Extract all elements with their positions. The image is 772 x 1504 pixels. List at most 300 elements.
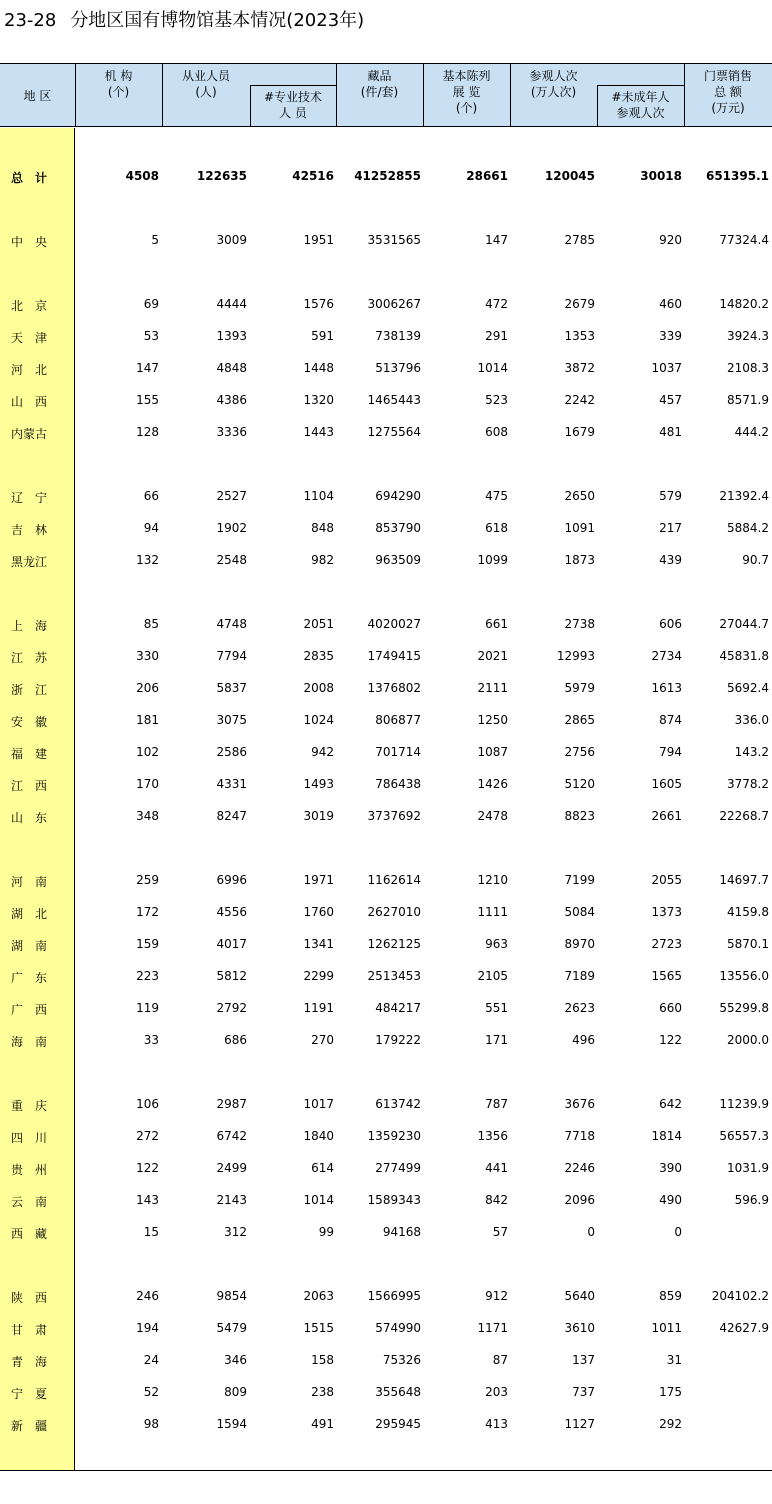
cell-exhibitions: 661 xyxy=(485,617,508,631)
cell-institutions: 147 xyxy=(136,361,159,375)
cell-exhibitions: 1250 xyxy=(477,713,508,727)
cell-collections: 701714 xyxy=(375,745,421,759)
cell-minor-visitors: 490 xyxy=(659,1193,682,1207)
cell-visitors: 2246 xyxy=(564,1161,595,1175)
cell-institutions: 85 xyxy=(143,617,159,631)
cell-collections: 3531565 xyxy=(367,233,421,247)
cell-visitors: 2096 xyxy=(564,1193,595,1207)
cell-minor-visitors: 390 xyxy=(659,1161,682,1175)
cell-collections: 2513453 xyxy=(367,969,421,983)
cell-institutions: 66 xyxy=(143,489,159,503)
cell-professional: 3019 xyxy=(303,809,334,823)
region-name: 吉 林 xyxy=(11,523,48,537)
cell-collections: 513796 xyxy=(375,361,421,375)
cell-ticket-sales: 13556.0 xyxy=(719,969,769,983)
cell-minor-visitors: 439 xyxy=(659,553,682,567)
table-row xyxy=(0,807,772,827)
cell-institutions: 259 xyxy=(136,873,159,887)
table-row xyxy=(0,327,772,347)
cell-ticket-sales: 143.2 xyxy=(734,745,769,759)
cell-exhibitions: 1087 xyxy=(477,745,508,759)
cell-visitors: 8823 xyxy=(564,809,595,823)
cell-professional: 42516 xyxy=(292,169,334,183)
cell-collections: 806877 xyxy=(375,713,421,727)
cell-visitors: 5084 xyxy=(564,905,595,919)
cell-exhibitions: 963 xyxy=(485,937,508,951)
table-row xyxy=(0,1127,772,1147)
cell-minor-visitors: 874 xyxy=(659,713,682,727)
header-employees: 从业人员 (人) xyxy=(181,69,230,99)
header-collections: 藏品 (件/套) xyxy=(360,69,399,99)
cell-visitors: 7189 xyxy=(564,969,595,983)
region-name: 总 计 xyxy=(11,171,48,185)
cell-professional: 1024 xyxy=(303,713,334,727)
table-row xyxy=(0,1351,772,1371)
table-row xyxy=(0,391,772,411)
cell-exhibitions: 842 xyxy=(485,1193,508,1207)
region-name: 浙 江 xyxy=(11,683,48,697)
cell-professional: 238 xyxy=(311,1385,334,1399)
cell-collections: 1566995 xyxy=(367,1289,421,1303)
table-row xyxy=(0,743,772,763)
cell-employees: 346 xyxy=(224,1353,247,1367)
cell-employees: 4444 xyxy=(216,297,247,311)
table-row xyxy=(0,903,772,923)
table-row xyxy=(0,551,772,571)
table-row xyxy=(0,1191,772,1211)
cell-visitors: 3676 xyxy=(564,1097,595,1111)
table-row xyxy=(0,1095,772,1115)
cell-ticket-sales: 90.7 xyxy=(742,553,769,567)
cell-minor-visitors: 1011 xyxy=(651,1321,682,1335)
cell-professional: 1951 xyxy=(303,233,334,247)
region-name: 陕 西 xyxy=(11,1291,48,1305)
cell-ticket-sales: 204102.2 xyxy=(711,1289,769,1303)
cell-exhibitions: 413 xyxy=(485,1417,508,1431)
cell-institutions: 5 xyxy=(151,233,159,247)
cell-employees: 4748 xyxy=(216,617,247,631)
cell-minor-visitors: 31 xyxy=(666,1353,682,1367)
cell-visitors: 2785 xyxy=(564,233,595,247)
cell-exhibitions: 1426 xyxy=(477,777,508,791)
region-name: 广 东 xyxy=(11,971,48,985)
cell-ticket-sales: 77324.4 xyxy=(719,233,769,247)
cell-collections: 355648 xyxy=(375,1385,421,1399)
table-title: 分地区国有博物馆基本情况(2023年) xyxy=(70,10,365,31)
cell-exhibitions: 1356 xyxy=(477,1129,508,1143)
cell-collections: 574990 xyxy=(375,1321,421,1335)
cell-ticket-sales: 5870.1 xyxy=(727,937,769,951)
cell-visitors: 2242 xyxy=(564,393,595,407)
region-name: 河 南 xyxy=(11,875,48,889)
cell-employees: 1594 xyxy=(216,1417,247,1431)
cell-institutions: 15 xyxy=(143,1225,159,1239)
cell-visitors: 1091 xyxy=(564,521,595,535)
cell-visitors: 1873 xyxy=(564,553,595,567)
region-name: 青 海 xyxy=(11,1355,48,1369)
header-region: 地 区 xyxy=(23,89,52,103)
cell-exhibitions: 1014 xyxy=(477,361,508,375)
cell-minor-visitors: 579 xyxy=(659,489,682,503)
table-row xyxy=(0,775,772,795)
cell-institutions: 24 xyxy=(143,1353,159,1367)
header-institutions: 机 构 (个) xyxy=(104,69,133,99)
cell-collections: 41252855 xyxy=(354,169,421,183)
cell-minor-visitors: 2055 xyxy=(651,873,682,887)
region-name: 甘 肃 xyxy=(11,1323,48,1337)
table-row xyxy=(0,1031,772,1051)
cell-employees: 1393 xyxy=(216,329,247,343)
cell-employees: 9854 xyxy=(216,1289,247,1303)
cell-exhibitions: 787 xyxy=(485,1097,508,1111)
region-name: 广 西 xyxy=(11,1003,48,1017)
table-row xyxy=(0,679,772,699)
cell-visitors: 5640 xyxy=(564,1289,595,1303)
cell-ticket-sales: 56557.3 xyxy=(719,1129,769,1143)
cell-visitors: 496 xyxy=(572,1033,595,1047)
table-row xyxy=(0,1415,772,1435)
cell-exhibitions: 1171 xyxy=(477,1321,508,1335)
cell-ticket-sales: 8571.9 xyxy=(727,393,769,407)
cell-visitors: 1679 xyxy=(564,425,595,439)
table-row xyxy=(0,647,772,667)
header-visitors: 参观人次 (万人次) xyxy=(529,69,578,99)
cell-exhibitions: 57 xyxy=(492,1225,508,1239)
cell-minor-visitors: 2734 xyxy=(651,649,682,663)
region-name: 云 南 xyxy=(11,1195,48,1209)
cell-professional: 1760 xyxy=(303,905,334,919)
cell-collections: 1589343 xyxy=(367,1193,421,1207)
table-header xyxy=(0,63,772,127)
cell-visitors: 2679 xyxy=(564,297,595,311)
cell-collections: 4020027 xyxy=(367,617,421,631)
cell-collections: 1275564 xyxy=(367,425,421,439)
cell-minor-visitors: 460 xyxy=(659,297,682,311)
cell-ticket-sales: 444.2 xyxy=(734,425,769,439)
cell-minor-visitors: 642 xyxy=(659,1097,682,1111)
cell-professional: 982 xyxy=(311,553,334,567)
region-name: 江 西 xyxy=(11,779,48,793)
cell-institutions: 206 xyxy=(136,681,159,695)
cell-employees: 4386 xyxy=(216,393,247,407)
cell-employees: 6742 xyxy=(216,1129,247,1143)
cell-employees: 2586 xyxy=(216,745,247,759)
cell-exhibitions: 28661 xyxy=(466,169,508,183)
cell-employees: 3009 xyxy=(216,233,247,247)
cell-visitors: 120045 xyxy=(544,169,595,183)
cell-visitors: 2650 xyxy=(564,489,595,503)
cell-ticket-sales: 55299.8 xyxy=(719,1001,769,1015)
cell-professional: 1493 xyxy=(303,777,334,791)
region-name: 湖 南 xyxy=(11,939,48,953)
page-title xyxy=(4,6,364,32)
cell-visitors: 12993 xyxy=(556,649,595,663)
cell-professional: 1320 xyxy=(303,393,334,407)
cell-exhibitions: 87 xyxy=(492,1353,508,1367)
cell-institutions: 102 xyxy=(136,745,159,759)
cell-ticket-sales: 5884.2 xyxy=(727,521,769,535)
region-name: 河 北 xyxy=(11,363,48,377)
cell-institutions: 69 xyxy=(143,297,159,311)
cell-ticket-sales: 42627.9 xyxy=(719,1321,769,1335)
cell-exhibitions: 203 xyxy=(485,1385,508,1399)
cell-minor-visitors: 0 xyxy=(674,1225,682,1239)
cell-collections: 3006267 xyxy=(367,297,421,311)
cell-ticket-sales: 3924.3 xyxy=(727,329,769,343)
cell-visitors: 2623 xyxy=(564,1001,595,1015)
cell-employees: 2143 xyxy=(216,1193,247,1207)
cell-ticket-sales: 14697.7 xyxy=(719,873,769,887)
cell-institutions: 348 xyxy=(136,809,159,823)
table-number: 23-28 xyxy=(4,10,57,31)
table-row xyxy=(0,1319,772,1339)
cell-institutions: 181 xyxy=(136,713,159,727)
cell-employees: 4848 xyxy=(216,361,247,375)
cell-collections: 786438 xyxy=(375,777,421,791)
cell-collections: 295945 xyxy=(375,1417,421,1431)
cell-minor-visitors: 2661 xyxy=(651,809,682,823)
cell-employees: 2499 xyxy=(216,1161,247,1175)
cell-minor-visitors: 660 xyxy=(659,1001,682,1015)
cell-professional: 1515 xyxy=(303,1321,334,1335)
cell-visitors: 3872 xyxy=(564,361,595,375)
cell-exhibitions: 1099 xyxy=(477,553,508,567)
cell-collections: 484217 xyxy=(375,1001,421,1015)
table-row xyxy=(0,711,772,731)
cell-professional: 942 xyxy=(311,745,334,759)
cell-institutions: 143 xyxy=(136,1193,159,1207)
cell-ticket-sales: 21392.4 xyxy=(719,489,769,503)
region-name: 西 藏 xyxy=(11,1227,48,1241)
cell-exhibitions: 2105 xyxy=(477,969,508,983)
header-professional: #专业技术 人 员 xyxy=(263,90,323,120)
cell-ticket-sales: 1031.9 xyxy=(727,1161,769,1175)
cell-minor-visitors: 1613 xyxy=(651,681,682,695)
cell-professional: 2008 xyxy=(303,681,334,695)
cell-employees: 809 xyxy=(224,1385,247,1399)
cell-professional: 1341 xyxy=(303,937,334,951)
table-row xyxy=(0,1223,772,1243)
cell-collections: 1359230 xyxy=(367,1129,421,1143)
region-name: 新 疆 xyxy=(11,1419,48,1433)
cell-employees: 312 xyxy=(224,1225,247,1239)
cell-visitors: 5120 xyxy=(564,777,595,791)
cell-employees: 5479 xyxy=(216,1321,247,1335)
cell-institutions: 4508 xyxy=(125,169,159,183)
cell-professional: 1104 xyxy=(303,489,334,503)
table-bottom-border xyxy=(0,1470,772,1471)
cell-collections: 94168 xyxy=(382,1225,421,1239)
region-name: 北 京 xyxy=(11,299,48,313)
cell-collections: 1162614 xyxy=(367,873,421,887)
cell-institutions: 94 xyxy=(143,521,159,535)
cell-minor-visitors: 175 xyxy=(659,1385,682,1399)
cell-collections: 277499 xyxy=(375,1161,421,1175)
table-row xyxy=(0,967,772,987)
cell-minor-visitors: 1565 xyxy=(651,969,682,983)
cell-minor-visitors: 30018 xyxy=(640,169,682,183)
table-row xyxy=(0,1159,772,1179)
cell-exhibitions: 618 xyxy=(485,521,508,535)
cell-ticket-sales: 5692.4 xyxy=(727,681,769,695)
cell-ticket-sales: 3778.2 xyxy=(727,777,769,791)
region-name: 重 庆 xyxy=(11,1099,48,1113)
cell-ticket-sales: 336.0 xyxy=(734,713,769,727)
cell-institutions: 33 xyxy=(143,1033,159,1047)
cell-professional: 848 xyxy=(311,521,334,535)
cell-employees: 2527 xyxy=(216,489,247,503)
cell-minor-visitors: 2723 xyxy=(651,937,682,951)
region-name: 海 南 xyxy=(11,1035,48,1049)
table-row xyxy=(0,519,772,539)
cell-exhibitions: 171 xyxy=(485,1033,508,1047)
cell-institutions: 246 xyxy=(136,1289,159,1303)
region-name: 江 苏 xyxy=(11,651,48,665)
region-name: 四 川 xyxy=(11,1131,48,1145)
cell-ticket-sales: 651395.1 xyxy=(705,169,769,183)
cell-minor-visitors: 606 xyxy=(659,617,682,631)
cell-exhibitions: 2021 xyxy=(477,649,508,663)
table-row xyxy=(0,423,772,443)
cell-institutions: 155 xyxy=(136,393,159,407)
cell-institutions: 98 xyxy=(143,1417,159,1431)
cell-minor-visitors: 859 xyxy=(659,1289,682,1303)
cell-ticket-sales: 2000.0 xyxy=(727,1033,769,1047)
cell-minor-visitors: 217 xyxy=(659,521,682,535)
cell-professional: 1840 xyxy=(303,1129,334,1143)
cell-professional: 1448 xyxy=(303,361,334,375)
cell-minor-visitors: 481 xyxy=(659,425,682,439)
cell-professional: 614 xyxy=(311,1161,334,1175)
cell-collections: 738139 xyxy=(375,329,421,343)
cell-ticket-sales: 596.9 xyxy=(734,1193,769,1207)
table-row xyxy=(0,487,772,507)
cell-exhibitions: 475 xyxy=(485,489,508,503)
cell-visitors: 7718 xyxy=(564,1129,595,1143)
table-row xyxy=(0,1287,772,1307)
cell-collections: 853790 xyxy=(375,521,421,535)
region-name: 山 东 xyxy=(11,811,48,825)
cell-institutions: 53 xyxy=(143,329,159,343)
cell-ticket-sales: 22268.7 xyxy=(719,809,769,823)
cell-visitors: 0 xyxy=(587,1225,595,1239)
cell-professional: 1443 xyxy=(303,425,334,439)
cell-ticket-sales: 27044.7 xyxy=(719,617,769,631)
cell-institutions: 119 xyxy=(136,1001,159,1015)
header-exhibitions: 基本陈列 展 览 (个) xyxy=(442,69,491,115)
cell-exhibitions: 912 xyxy=(485,1289,508,1303)
cell-employees: 3336 xyxy=(216,425,247,439)
region-name: 上 海 xyxy=(11,619,48,633)
cell-visitors: 2738 xyxy=(564,617,595,631)
cell-professional: 491 xyxy=(311,1417,334,1431)
cell-exhibitions: 551 xyxy=(485,1001,508,1015)
cell-minor-visitors: 920 xyxy=(659,233,682,247)
table-row xyxy=(0,295,772,315)
cell-minor-visitors: 122 xyxy=(659,1033,682,1047)
cell-institutions: 128 xyxy=(136,425,159,439)
cell-ticket-sales: 2108.3 xyxy=(727,361,769,375)
cell-ticket-sales: 14820.2 xyxy=(719,297,769,311)
cell-exhibitions: 441 xyxy=(485,1161,508,1175)
cell-exhibitions: 147 xyxy=(485,233,508,247)
region-name: 安 徽 xyxy=(11,715,48,729)
cell-visitors: 1127 xyxy=(564,1417,595,1431)
region-name: 湖 北 xyxy=(11,907,48,921)
cell-visitors: 1353 xyxy=(564,329,595,343)
cell-minor-visitors: 1373 xyxy=(651,905,682,919)
table-row xyxy=(0,615,772,635)
total-row xyxy=(0,167,772,187)
region-name: 宁 夏 xyxy=(11,1387,48,1401)
cell-visitors: 2756 xyxy=(564,745,595,759)
cell-institutions: 194 xyxy=(136,1321,159,1335)
cell-minor-visitors: 1037 xyxy=(651,361,682,375)
cell-collections: 613742 xyxy=(375,1097,421,1111)
cell-collections: 963509 xyxy=(375,553,421,567)
cell-employees: 686 xyxy=(224,1033,247,1047)
cell-collections: 1749415 xyxy=(367,649,421,663)
cell-exhibitions: 2478 xyxy=(477,809,508,823)
cell-collections: 75326 xyxy=(382,1353,421,1367)
cell-exhibitions: 1111 xyxy=(477,905,508,919)
header-divider xyxy=(597,85,684,86)
cell-minor-visitors: 339 xyxy=(659,329,682,343)
region-name: 福 建 xyxy=(11,747,48,761)
cell-minor-visitors: 794 xyxy=(659,745,682,759)
cell-employees: 7794 xyxy=(216,649,247,663)
region-name: 内蒙古 xyxy=(11,427,48,441)
cell-professional: 1017 xyxy=(303,1097,334,1111)
table-row xyxy=(0,1383,772,1403)
cell-visitors: 137 xyxy=(572,1353,595,1367)
region-name: 黑龙江 xyxy=(11,555,48,569)
cell-professional: 2051 xyxy=(303,617,334,631)
cell-exhibitions: 523 xyxy=(485,393,508,407)
cell-institutions: 106 xyxy=(136,1097,159,1111)
cell-institutions: 132 xyxy=(136,553,159,567)
cell-employees: 4331 xyxy=(216,777,247,791)
cell-employees: 5837 xyxy=(216,681,247,695)
header-minor-visitors: #未成年人 参观人次 xyxy=(611,90,670,120)
cell-exhibitions: 1210 xyxy=(477,873,508,887)
cell-institutions: 330 xyxy=(136,649,159,663)
cell-collections: 3737692 xyxy=(367,809,421,823)
region-name: 天 津 xyxy=(11,331,48,345)
header-divider xyxy=(250,85,336,86)
cell-collections: 2627010 xyxy=(367,905,421,919)
cell-employees: 2792 xyxy=(216,1001,247,1015)
cell-minor-visitors: 457 xyxy=(659,393,682,407)
cell-visitors: 7199 xyxy=(564,873,595,887)
region-name: 山 西 xyxy=(11,395,48,409)
cell-employees: 8247 xyxy=(216,809,247,823)
region-name: 辽 宁 xyxy=(11,491,48,505)
cell-institutions: 170 xyxy=(136,777,159,791)
cell-exhibitions: 291 xyxy=(485,329,508,343)
cell-employees: 122635 xyxy=(196,169,247,183)
cell-institutions: 272 xyxy=(136,1129,159,1143)
table-row xyxy=(0,231,772,251)
cell-ticket-sales: 11239.9 xyxy=(719,1097,769,1111)
region-name: 中 央 xyxy=(11,235,48,249)
cell-visitors: 737 xyxy=(572,1385,595,1399)
cell-collections: 1262125 xyxy=(367,937,421,951)
cell-exhibitions: 2111 xyxy=(477,681,508,695)
cell-professional: 2299 xyxy=(303,969,334,983)
cell-professional: 1014 xyxy=(303,1193,334,1207)
cell-institutions: 159 xyxy=(136,937,159,951)
